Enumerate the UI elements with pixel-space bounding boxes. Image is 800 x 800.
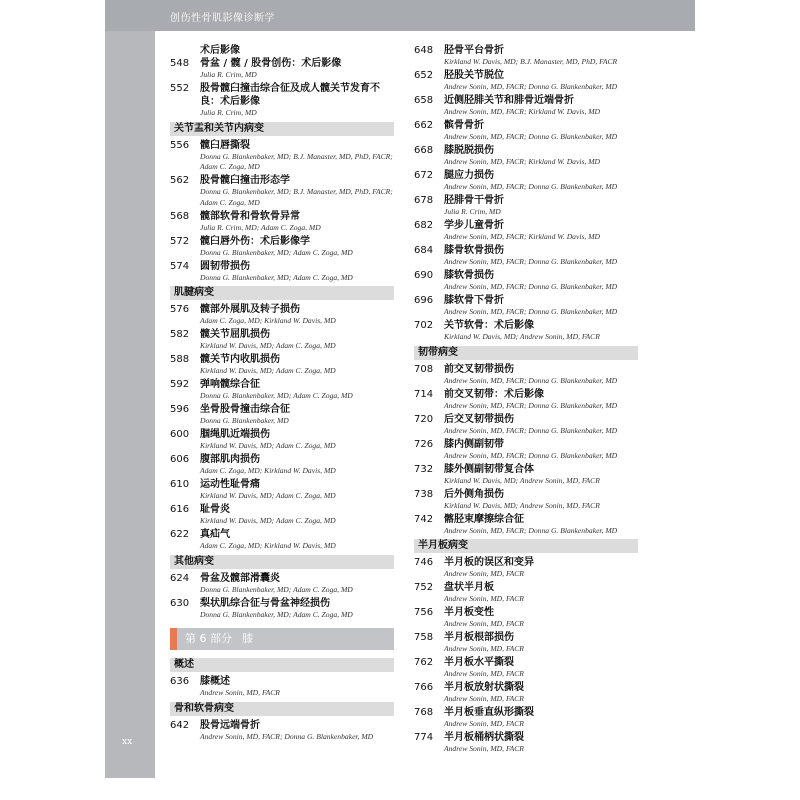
toc-entry-authors: Andrew Sonin, MD, FACR [444, 619, 524, 628]
toc-entry-title: 股骨髋臼撞击综合征及成人髋关节发育不良：术后影像 [200, 83, 380, 107]
toc-entry [414, 606, 638, 630]
toc-entry-title: 髋臼唇外伤：术后影像学 [200, 235, 310, 247]
toc-entry [414, 631, 638, 655]
toc-entry-title: 半月板水平撕裂 [444, 657, 514, 668]
toc-entry-title: 腘绳肌近端损伤 [200, 429, 270, 440]
toc-entry-authors: Andrew Sonin, MD, FACR; Donna G. Blankenbaker, MD [444, 400, 618, 410]
toc-entry-title: 后交叉韧带损伤 [444, 413, 514, 425]
toc-entry [170, 235, 394, 259]
toc-entry-authors: Donna G. Blankenbaker, MD; Adam C. Zoga, MD [200, 247, 353, 257]
toc-entry-authors: Andrew Sonin, MD, FACR; Donna G. Blankenbaker, MD [444, 82, 618, 91]
toc-page-number: 662 [414, 120, 434, 131]
toc-page-number: 742 [414, 513, 434, 525]
toc-page-number: 572 [170, 235, 190, 247]
toc-entry-authors: Andrew Sonin, MD, FACR [444, 719, 524, 728]
toc-entry-authors: Andrew Sonin, MD, FACR; Donna G. Blankenbaker, MD [444, 257, 618, 266]
toc-entry-authors: Kirkland W. Davis, MD; Adam C. Zoga, MD [200, 491, 336, 500]
toc-entry-authors: Donna G. Blankenbaker, MD; B.J. Manaster, MD, PhD, FACR; Adam C. Zoga, MD [200, 187, 393, 207]
toc-entry-authors: Donna G. Blankenbaker, MD; Adam C. Zoga, MD [200, 584, 353, 594]
toc-entry [170, 478, 394, 502]
toc-entry-authors: Andrew Sonin, MD, FACR; Donna G. Blankenbaker, MD [444, 525, 618, 535]
toc-entry-authors: Andrew Sonin, MD, FACR; Donna G. Blankenbaker, MD [444, 132, 618, 141]
toc-entry-title: 半月板变性 [444, 607, 494, 618]
toc-entry-body [444, 169, 638, 193]
toc-entry-body [200, 528, 394, 552]
toc-entry-title: 关节软骨：术后影像 [444, 320, 534, 331]
toc-group [170, 57, 394, 119]
toc-entry-body [444, 269, 638, 293]
part-banner [170, 628, 394, 650]
toc-entry-body [200, 57, 394, 81]
toc-entry-body [444, 94, 638, 118]
toc-entry-body [444, 119, 638, 143]
toc-entry [170, 210, 394, 234]
toc-entry-authors: Andrew Sonin, MD, FACR; Donna G. Blankenbaker, MD [444, 425, 618, 435]
toc-entry-authors: Adam C. Zoga, MD; Kirkland W. Davis, MD [200, 466, 336, 475]
toc-group [414, 363, 638, 537]
toc-page-number: 672 [414, 170, 434, 181]
toc-entry [170, 403, 394, 427]
toc-entry-body [200, 378, 394, 402]
toc-entry-title: 前交叉韧带损伤 [444, 363, 514, 375]
toc-entry [414, 169, 638, 193]
toc-entry-authors: Donna G. Blankenbaker, MD; Adam C. Zoga, MD [200, 391, 353, 400]
toc-entry-title: 膝软骨下骨折 [444, 295, 504, 306]
toc-entry-authors: Kirkland W. Davis, MD; Andrew Sonin, MD, FACR [444, 500, 600, 510]
toc-entry [414, 463, 638, 487]
toc-page-number: 682 [414, 220, 434, 231]
toc-entry-authors: Kirkland W. Davis, MD; Andrew Sonin, MD, FACR [444, 475, 600, 485]
toc-entry-title: 腿应力损伤 [444, 170, 494, 181]
toc-column-right [414, 44, 638, 756]
toc-entry-authors: Andrew Sonin, MD, FACR [444, 744, 524, 753]
toc-entry-body [200, 328, 394, 352]
toc-entry-title: 股骨远端骨折 [200, 719, 260, 731]
toc-page-number: 616 [170, 504, 190, 515]
toc-entry [414, 244, 638, 268]
toc-entry-title: 股骨髋臼撞击形态学 [200, 175, 290, 186]
toc-entry-body [444, 69, 638, 93]
toc-entry [414, 194, 638, 218]
section-heading: 韧带病变 [414, 346, 638, 360]
toc-entry-title: 膝软骨损伤 [444, 270, 494, 281]
toc-entry [170, 597, 394, 621]
toc-entry-body [444, 681, 638, 705]
toc-column-left [170, 44, 394, 744]
toc-entry-authors: Adam C. Zoga, MD; Kirkland W. Davis, MD [200, 541, 336, 550]
toc-entry-title: 运动性耻骨痛 [200, 479, 260, 490]
toc-entry [170, 675, 394, 699]
toc-entry-title: 骨盆及髋部滑囊炎 [200, 572, 280, 584]
toc-entry-authors: Andrew Sonin, MD, FACR [444, 669, 524, 678]
toc-group [170, 303, 394, 552]
toc-entry [170, 719, 394, 743]
toc-page-number: 762 [414, 657, 434, 668]
toc-entry-authors: Kirkland W. Davis, MD; Adam C. Zoga, MD [200, 341, 336, 350]
toc-page-number: 708 [414, 363, 434, 375]
toc-entry-title: 骨盆 / 髋 / 股骨创伤：术后影像 [200, 58, 342, 69]
margin-strip [105, 31, 155, 778]
toc-entry-title: 髂胫束摩擦综合征 [444, 513, 524, 525]
toc-page-number: 568 [170, 210, 190, 222]
toc-entry [170, 260, 394, 284]
toc-entry-body [200, 353, 394, 377]
toc-entry-title: 真疝气 [200, 529, 230, 540]
section-heading: 骨和软骨病变 [170, 702, 394, 716]
toc-entry-authors: Kirkland W. Davis, MD; B.J. Manaster, MD, PhD, FACR [444, 57, 618, 66]
toc-entry-body [444, 244, 638, 268]
toc-entry-authors: Kirkland W. Davis, MD; Adam C. Zoga, MD [200, 516, 336, 525]
section-heading: 概述 [170, 658, 394, 672]
toc-entry-title: 髋臼唇撕裂 [200, 139, 250, 151]
toc-entry-title: 坐骨股骨撞击综合征 [200, 404, 290, 415]
toc-entry-title: 髋关节内收肌损伤 [200, 354, 280, 365]
toc-entry-authors: Donna G. Blankenbaker, MD [200, 416, 289, 425]
toc-entry-authors: Julia R. Crim, MD [200, 70, 257, 79]
toc-entry-title: 髋关节屈肌损伤 [200, 329, 270, 340]
toc-entry-body [200, 428, 394, 452]
toc-entry-authors: Julia R. Crim, MD [444, 207, 501, 216]
toc-entry-body [444, 606, 638, 630]
toc-entry-body [444, 388, 638, 412]
toc-entry-title: 近侧胫腓关节和腓骨近端骨折 [444, 95, 574, 106]
toc-entry-title: 半月板桶柄状撕裂 [444, 732, 524, 743]
toc-page-number: 648 [414, 45, 434, 56]
toc-page-number: 552 [170, 83, 190, 94]
toc-entry-authors: Andrew Sonin, MD, FACR; Kirkland W. Davis, MD [444, 157, 601, 166]
toc-group [414, 44, 638, 343]
toc-group [170, 675, 394, 699]
toc-entry-body [200, 719, 394, 743]
toc-group [170, 572, 394, 621]
toc-page-number: 756 [414, 607, 434, 618]
toc-entry [414, 731, 638, 755]
toc-entry-authors: Andrew Sonin, MD, FACR; Donna G. Blankenbaker, MD [444, 307, 618, 316]
toc-entry-title: 圆韧带损伤 [200, 260, 250, 272]
toc-entry [170, 328, 394, 352]
toc-entry-authors: Donna G. Blankenbaker, MD; Adam C. Zoga, MD [200, 609, 353, 619]
toc-page-number: 622 [170, 529, 190, 540]
toc-page-number: 774 [414, 732, 434, 743]
toc-entry-body [200, 572, 394, 596]
toc-page-number: 562 [170, 175, 190, 186]
toc-page-number: 702 [414, 320, 434, 331]
toc-entry-body [444, 656, 638, 680]
toc-entry [414, 119, 638, 143]
toc-entry-authors: Andrew Sonin, MD, FACR; Kirkland W. Davis, MD [444, 232, 601, 241]
toc-entry [170, 503, 394, 527]
toc-entry-authors: Donna G. Blankenbaker, MD; B.J. Manaster, MD, PhD, FACR; Adam C. Zoga, MD [200, 151, 393, 171]
toc-entry [414, 363, 638, 387]
page-number: xx [122, 737, 133, 747]
toc-page-number: 596 [170, 404, 190, 415]
toc-entry-body [444, 488, 638, 512]
toc-entry-authors: Andrew Sonin, MD, FACR; Donna G. Blankenbaker, MD [444, 282, 618, 291]
toc-entry-body [200, 478, 394, 502]
toc-entry-title: 胫骨平台骨折 [444, 45, 504, 56]
toc-page-number: 746 [414, 557, 434, 568]
toc-entry [170, 528, 394, 552]
toc-entry [170, 303, 394, 327]
toc-entry [414, 581, 638, 605]
toc-page-number: 606 [170, 454, 190, 465]
toc-entry [414, 556, 638, 580]
toc-entry-authors: Andrew Sonin, MD, FACR [200, 688, 280, 697]
toc-entry-title: 髌骨骨折 [444, 120, 484, 131]
toc-entry [170, 57, 394, 81]
toc-entry-title: 膝内侧副韧带 [444, 438, 504, 450]
toc-entry-body [200, 303, 394, 327]
toc-entry-body [444, 438, 638, 462]
toc-entry-body [444, 513, 638, 537]
toc-entry-body [200, 82, 394, 119]
toc-entry-authors: Adam C. Zoga, MD; Kirkland W. Davis, MD [200, 316, 336, 325]
toc-entry-authors: Kirkland W. Davis, MD; Andrew Sonin, MD, FACR [444, 332, 600, 341]
toc-entry [414, 319, 638, 343]
toc-entry-body [200, 260, 394, 284]
toc-entry-body [444, 631, 638, 655]
toc-entry-title: 膝脱脱损伤 [444, 145, 494, 156]
toc-page-number: 732 [414, 463, 434, 475]
toc-page-number: 752 [414, 582, 434, 593]
toc-entry-authors: Andrew Sonin, MD, FACR; Donna G. Blankenbaker, MD [444, 182, 618, 191]
toc-entry-body [444, 219, 638, 243]
toc-entry-authors: Julia R. Crim, MD; Adam C. Zoga, MD [200, 222, 321, 232]
toc-entry-authors: Kirkland W. Davis, MD; Adam C. Zoga, MD [200, 441, 336, 450]
toc-entry-title: 胫腓骨干骨折 [444, 195, 504, 206]
part-heading [177, 628, 394, 650]
toc-entry-body [200, 174, 394, 208]
toc-entry-body [200, 403, 394, 427]
toc-entry [414, 706, 638, 730]
toc-page-number: 720 [414, 413, 434, 425]
toc-entry-body [444, 731, 638, 755]
toc-entry [414, 44, 638, 68]
toc-page-number: 758 [414, 632, 434, 643]
toc-entry-authors: Andrew Sonin, MD, FACR [444, 694, 524, 703]
toc-entry-title: 腹部肌肉损伤 [200, 454, 260, 465]
toc-entry-body [200, 235, 394, 259]
toc-entry-title: 梨状肌综合征与骨盆神经损伤 [200, 597, 330, 609]
toc-group [170, 139, 394, 284]
toc-entry-authors: Julia R. Crim, MD [200, 108, 257, 117]
toc-entry [414, 413, 638, 437]
toc-entry [414, 69, 638, 93]
part-accent [170, 628, 177, 650]
toc-page-number: 768 [414, 707, 434, 718]
toc-entry-body [444, 294, 638, 318]
toc-page-number: 574 [170, 260, 190, 272]
toc-entry-authors: Andrew Sonin, MD, FACR [444, 569, 524, 578]
toc-entry-body [444, 319, 638, 343]
toc-entry-authors: Andrew Sonin, MD, FACR; Kirkland W. Davis, MD [444, 107, 601, 116]
toc-entry-authors: Andrew Sonin, MD, FACR; Donna G. Blankenbaker, MD [200, 731, 374, 741]
toc-entry [414, 269, 638, 293]
toc-entry-body [200, 453, 394, 477]
toc-entry-authors: Andrew Sonin, MD, FACR; Donna G. Blankenbaker, MD [444, 450, 618, 460]
toc-entry-body [444, 363, 638, 387]
toc-entry-title: 半月板根部损伤 [444, 632, 514, 643]
toc-entry-authors: Kirkland W. Davis, MD; Adam C. Zoga, MD [200, 366, 336, 375]
book-title: 创伤性骨肌影像诊断学 [170, 13, 275, 24]
section-heading: 关节盂和关节内病变 [170, 122, 394, 136]
toc-entry [414, 488, 638, 512]
toc-entry-authors: Andrew Sonin, MD, FACR; Donna G. Blankenbaker, MD [444, 375, 618, 385]
toc-entry-body [444, 413, 638, 437]
toc-entry-title: 后外侧角损伤 [444, 488, 504, 500]
toc-page-number: 766 [414, 682, 434, 693]
toc-entry [414, 219, 638, 243]
toc-entry-title: 半月板的误区和变异 [444, 557, 534, 568]
toc-page-number: 610 [170, 479, 190, 490]
toc-entry [170, 139, 394, 173]
toc-entry-title: 髋部外展肌及转子损伤 [200, 304, 300, 315]
toc-page-number: 630 [170, 597, 190, 609]
toc-page-number: 678 [414, 195, 434, 206]
toc-page-number: 636 [170, 676, 190, 687]
toc-entry [170, 572, 394, 596]
toc-entry-body [200, 139, 394, 173]
toc-entry-body [200, 597, 394, 621]
toc-entry-title: 弹响髋综合征 [200, 379, 260, 390]
toc-entry-title: 膝骨软骨损伤 [444, 245, 504, 256]
toc-entry [414, 294, 638, 318]
toc-entry-authors: Andrew Sonin, MD, FACR [444, 644, 524, 653]
toc-entry-authors: Donna G. Blankenbaker, MD; Adam C. Zoga, MD [200, 272, 353, 282]
toc-page-number: 690 [414, 270, 434, 281]
continued-section-title: 术后影像 [200, 45, 240, 56]
toc-page-number: 738 [414, 488, 434, 500]
toc-group [170, 719, 394, 743]
toc-entry-body [444, 706, 638, 730]
toc-entry-title: 半月板垂直纵形撕裂 [444, 707, 534, 718]
section-heading: 肌腱病变 [170, 286, 394, 300]
toc-entry [170, 453, 394, 477]
toc-entry [414, 144, 638, 168]
toc-entry [170, 428, 394, 452]
toc-entry [414, 438, 638, 462]
toc-entry-title: 耻骨炎 [200, 504, 230, 515]
toc-entry [170, 174, 394, 208]
toc-entry-title: 髋部软骨和骨软骨异常 [200, 210, 300, 222]
section-heading: 半月板病变 [414, 539, 638, 553]
toc-page-number: 592 [170, 379, 190, 390]
toc-page-number: 652 [414, 70, 434, 81]
toc-entry-body [200, 503, 394, 527]
toc-entry-body [444, 44, 638, 68]
toc-entry-title: 膝外侧副韧带复合体 [444, 463, 534, 475]
toc-group [414, 556, 638, 755]
toc-entry [170, 82, 394, 119]
part-title: 膝 [242, 632, 253, 645]
toc-page-number: 642 [170, 719, 190, 731]
toc-page-number: 726 [414, 438, 434, 450]
toc-page-number: 714 [414, 388, 434, 400]
toc-page-number: 668 [414, 145, 434, 156]
toc-entry [414, 681, 638, 705]
toc-entry [414, 513, 638, 537]
toc-entry-body [200, 675, 394, 699]
toc-page-number: 582 [170, 329, 190, 340]
toc-page-number: 576 [170, 304, 190, 315]
toc-entry-title: 膝概述 [200, 676, 230, 687]
toc-entry [414, 656, 638, 680]
toc-page-number: 684 [414, 245, 434, 256]
toc-entry [414, 94, 638, 118]
toc-entry-body [444, 144, 638, 168]
toc-page-number: 696 [414, 295, 434, 306]
toc-page-number: 548 [170, 58, 190, 69]
toc-entry-title: 胫股关节脱位 [444, 70, 504, 81]
toc-entry [414, 388, 638, 412]
toc-entry-body [444, 581, 638, 605]
toc-entry-title: 盘状半月板 [444, 582, 494, 593]
toc-entry-body [444, 463, 638, 487]
toc-entry-body [444, 556, 638, 580]
toc-page-number: 624 [170, 572, 190, 584]
toc-page-number: 588 [170, 354, 190, 365]
part-label: 第 6 部分 [185, 632, 232, 645]
toc-entry-authors: Andrew Sonin, MD, FACR [444, 594, 524, 603]
toc-entry [170, 378, 394, 402]
toc-entry-title: 学步儿童骨折 [444, 220, 504, 231]
toc-entry-body [444, 194, 638, 218]
toc-entry-title: 半月板放射状撕裂 [444, 682, 524, 693]
toc-entry [170, 353, 394, 377]
toc-entry-title: 前交叉韧带：术后影像 [444, 388, 544, 400]
toc-page-number: 658 [414, 95, 434, 106]
toc-entry-body [200, 210, 394, 234]
toc-page-number: 600 [170, 429, 190, 440]
section-heading: 其他病变 [170, 555, 394, 569]
toc-page-number: 556 [170, 139, 190, 151]
